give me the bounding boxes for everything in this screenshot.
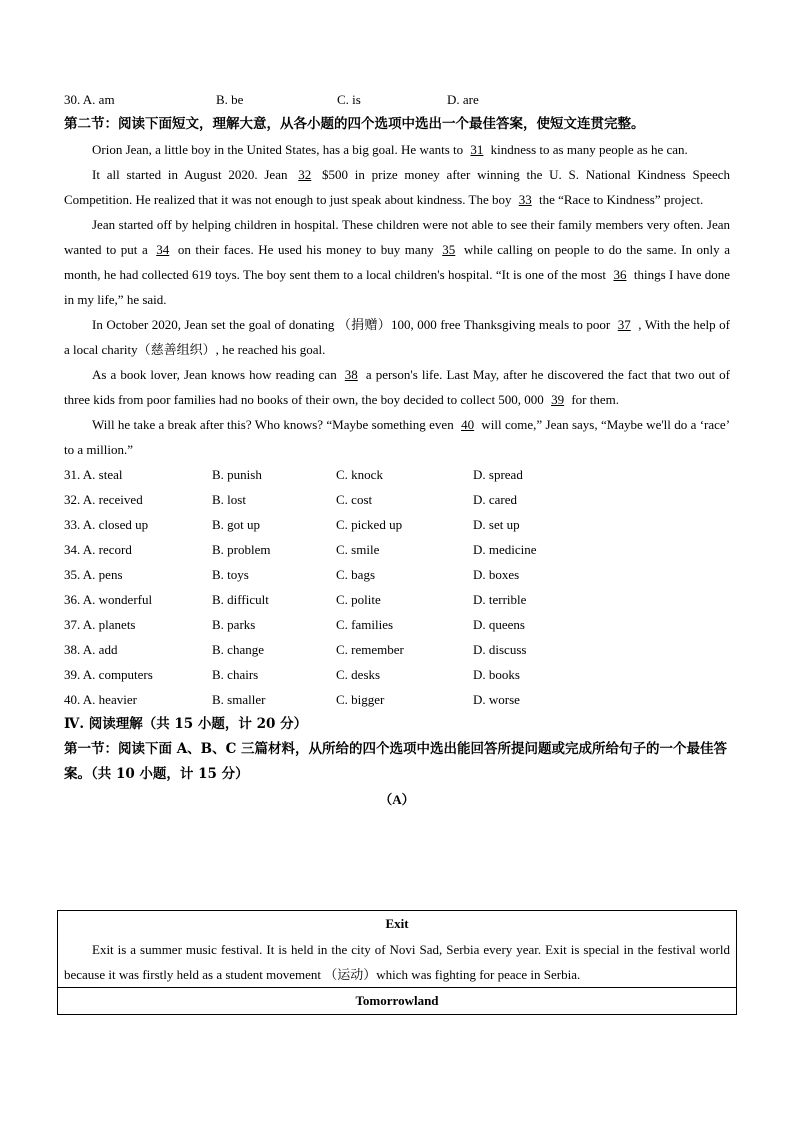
option-d: D. discuss bbox=[473, 642, 527, 657]
exit-text: Exit is a summer music festival. It is held in the city of Novi Sad, Serbia every year. Exit is special in the festival world because it was firstly held as a student movement （运动）which was fighting for peace in Serbia. bbox=[64, 942, 730, 982]
tomorrowland-cell bbox=[58, 988, 737, 1015]
blank-38: 38 bbox=[344, 367, 358, 382]
option-c: C. is bbox=[337, 92, 361, 107]
question-33-options bbox=[64, 512, 730, 537]
blank-37: 37 bbox=[617, 317, 631, 332]
option-a: 30. A. am bbox=[64, 92, 115, 107]
option-c: C. knock bbox=[336, 467, 383, 482]
exit-title: Exit bbox=[385, 916, 409, 931]
paragraph-6 bbox=[64, 412, 730, 462]
option-d: D. spread bbox=[473, 467, 523, 482]
text: $500 in prize money after winning the U. S. National Kindness Speech Competition. He realized that it was not enough to just speak about kindness. The boy bbox=[64, 167, 731, 207]
option-b: B. lost bbox=[212, 492, 246, 507]
question-38-options bbox=[64, 637, 730, 662]
option-c: C. cost bbox=[336, 492, 373, 507]
option-a: 33. A. closed up bbox=[64, 517, 149, 532]
blank-31: 31 bbox=[470, 142, 484, 157]
text: As a book lover, Jean knows how reading can bbox=[92, 367, 337, 382]
option-b: B. punish bbox=[212, 467, 262, 482]
option-a: 36. A. wonderful bbox=[64, 592, 153, 607]
option-d: D. cared bbox=[473, 492, 518, 507]
option-d: D. worse bbox=[473, 692, 520, 707]
text: on their faces. He used his money to buy many bbox=[177, 242, 434, 257]
option-c: C. picked up bbox=[336, 517, 403, 532]
text: will come,” Jean says, “Maybe we'll do a ‘race’ to a million.” bbox=[64, 417, 731, 457]
option-c: C. families bbox=[336, 617, 394, 632]
blank-33: 33 bbox=[518, 192, 532, 207]
text: for them. bbox=[571, 392, 619, 407]
text: things I have done in my life,” he said. bbox=[64, 267, 731, 307]
text: a person's life. Last May, after he discovered the fact that two out of three kids from poor families had no books of their own, the boy decided to collect 500, 000 bbox=[64, 367, 731, 407]
question-32-options bbox=[64, 487, 730, 512]
option-d: D. boxes bbox=[473, 567, 520, 582]
option-c: C. bigger bbox=[336, 692, 385, 707]
text: Jean started off by helping children in hospital. These children were not able to see their family members very often. Jean wanted to put a bbox=[64, 217, 730, 257]
option-d: D. set up bbox=[473, 517, 520, 532]
option-a: 39. A. computers bbox=[64, 667, 153, 682]
option-d: D. are bbox=[447, 92, 479, 107]
option-b: B. be bbox=[216, 92, 244, 107]
question-37-options bbox=[64, 612, 730, 637]
text: In October 2020, Jean set the goal of donating （捐赠）100, 000 free Thanksgiving meals to poor bbox=[92, 317, 611, 332]
option-d: D. queens bbox=[473, 617, 525, 632]
question-30-options bbox=[64, 87, 730, 112]
blank-35: 35 bbox=[442, 242, 456, 257]
option-b: B. problem bbox=[212, 542, 271, 557]
blank-40: 40 bbox=[461, 417, 475, 432]
option-c: C. remember bbox=[336, 642, 404, 657]
option-a: 37. A. planets bbox=[64, 617, 136, 632]
text: the “Race to Kindness” project. bbox=[538, 192, 704, 207]
option-b: B. chairs bbox=[212, 667, 259, 682]
tomorrowland-title: Tomorrowland bbox=[355, 993, 439, 1008]
option-c: C. polite bbox=[336, 592, 381, 607]
option-d: D. medicine bbox=[473, 542, 537, 557]
text: , With the help of a local charity（慈善组织）, he reached his goal. bbox=[64, 317, 731, 357]
answer-options bbox=[64, 462, 730, 712]
blank-39: 39 bbox=[551, 392, 565, 407]
paragraph-4 bbox=[64, 312, 730, 362]
option-d: D. books bbox=[473, 667, 520, 682]
paragraph-5 bbox=[64, 362, 730, 412]
reading-a-table bbox=[57, 910, 737, 1015]
text: while calling on people to do the same. In only a month, he had collected 619 toys. The boy sent them to a local children's hospital. “It is one of the most bbox=[64, 242, 731, 282]
question-35-options bbox=[64, 562, 730, 587]
part-a-label: （A） bbox=[379, 792, 415, 807]
question-31-options bbox=[64, 462, 730, 487]
paragraph-1 bbox=[64, 137, 730, 162]
option-a: 38. A. add bbox=[64, 642, 118, 657]
option-c: C. bags bbox=[336, 567, 375, 582]
text: Orion Jean, a little boy in the United States, has a big goal. He wants to bbox=[92, 142, 464, 157]
option-b: B. difficult bbox=[212, 592, 269, 607]
blank-34: 34 bbox=[156, 242, 170, 257]
text: kindness to as many people as he can. bbox=[490, 142, 688, 157]
option-b: B. smaller bbox=[212, 692, 266, 707]
exit-cell bbox=[58, 911, 737, 988]
option-a: 40. A. heavier bbox=[64, 692, 137, 707]
paragraph-3 bbox=[64, 212, 730, 312]
option-b: B. got up bbox=[212, 517, 261, 532]
option-d: D. terrible bbox=[473, 592, 527, 607]
option-b: B. parks bbox=[212, 617, 256, 632]
blank-32: 32 bbox=[298, 167, 312, 182]
paragraph-2 bbox=[64, 162, 730, 212]
section2-heading: 第二节：阅读下面短文，理解大意，从各小题的四个选项中选出一个最佳答案，使短文连贯完整。 bbox=[64, 116, 645, 132]
blank-36: 36 bbox=[613, 267, 627, 282]
text: Will he take a break after this? Who knows? “Maybe something even bbox=[92, 417, 454, 432]
section4-heading: Ⅳ. 阅读理解（共 15 小题，计 20 分） bbox=[64, 716, 308, 732]
text: It all started in August 2020. Jean bbox=[92, 167, 288, 182]
cloze-passage bbox=[64, 137, 730, 462]
option-b: B. toys bbox=[212, 567, 249, 582]
section4-subheading: 第一节：阅读下面 A、B、C 三篇材料，从所给的四个选项中选出能回答所提问题或完成所给句子的一个最佳答案。（共 10 小题，计 15 分） bbox=[64, 741, 728, 782]
question-34-options bbox=[64, 537, 730, 562]
question-39-options bbox=[64, 662, 730, 687]
document-page bbox=[64, 87, 730, 812]
option-b: B. change bbox=[212, 642, 264, 657]
question-36-options bbox=[64, 587, 730, 612]
option-a: 31. A. steal bbox=[64, 467, 123, 482]
question-40-options bbox=[64, 687, 730, 712]
option-a: 32. A. received bbox=[64, 492, 143, 507]
option-a: 34. A. record bbox=[64, 542, 132, 557]
option-a: 35. A. pens bbox=[64, 567, 123, 582]
option-c: C. smile bbox=[336, 542, 380, 557]
option-c: C. desks bbox=[336, 667, 381, 682]
